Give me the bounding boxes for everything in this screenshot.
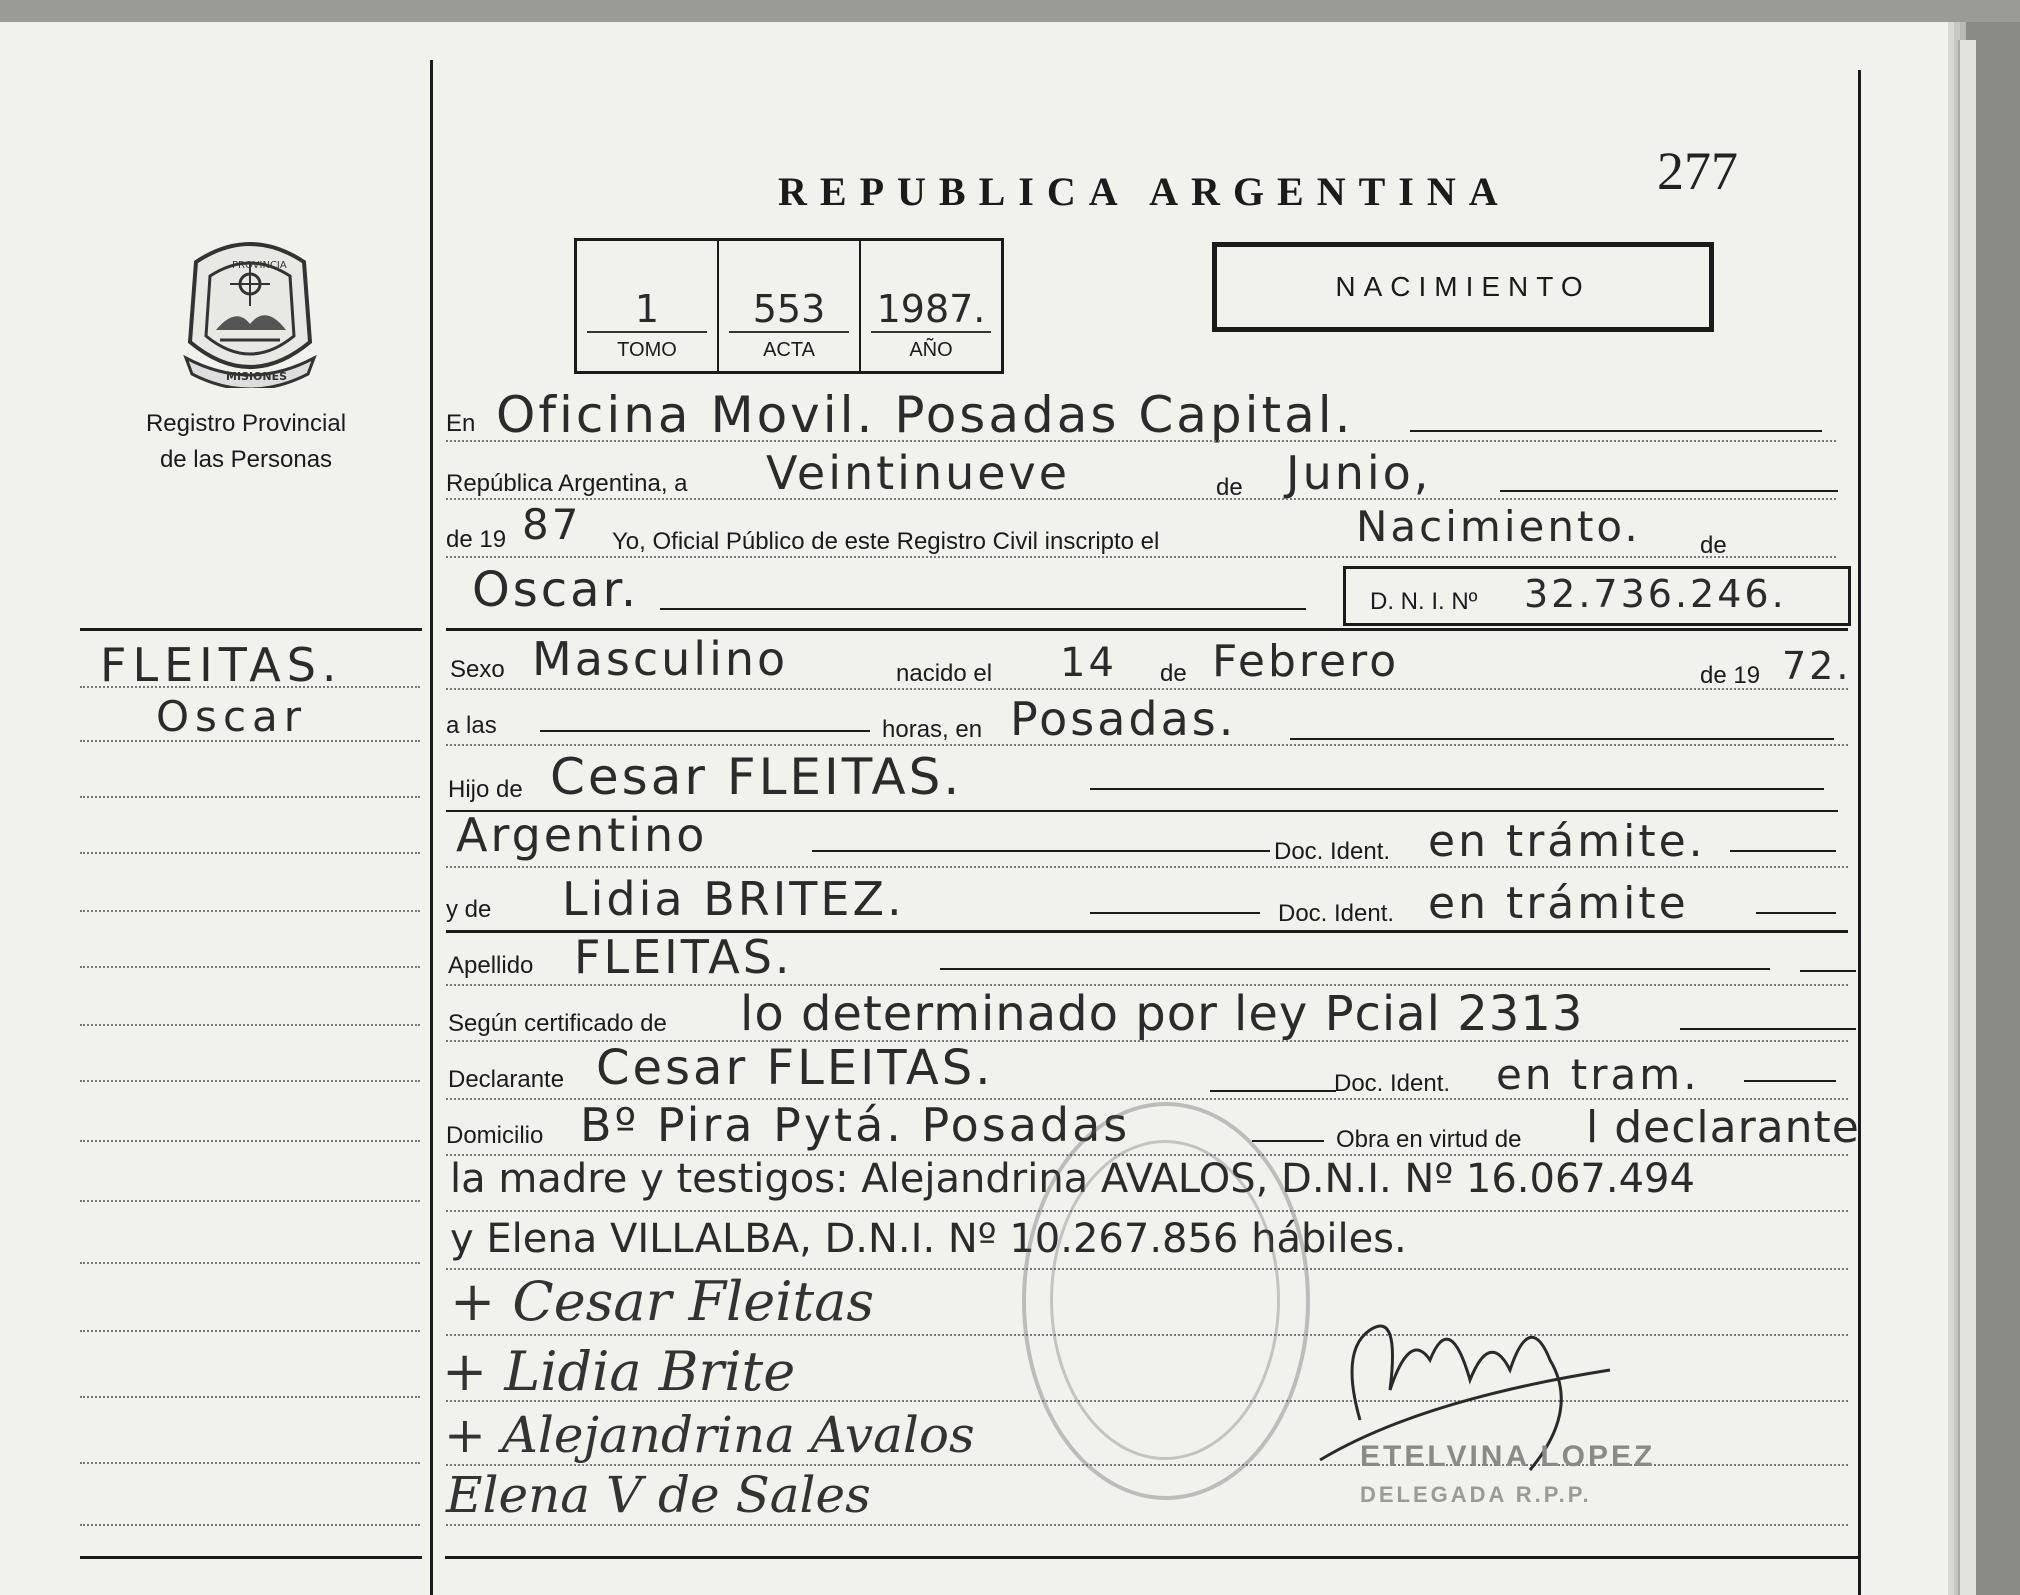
free-text-line-2: y Elena VILLALBA, D.N.I. Nº 10.267.856 hábiles. — [450, 1216, 1407, 1262]
tomo-cell — [577, 241, 719, 371]
row-line — [446, 556, 1836, 558]
fill-line — [1756, 912, 1836, 914]
father-doc-value: en trámite. — [1428, 816, 1706, 867]
de-label-2: de — [1700, 532, 1727, 559]
obra-value: l declarante — [1586, 1102, 1860, 1153]
fill-line — [1090, 788, 1824, 790]
registered-name-value: Oscar. — [472, 562, 640, 618]
row-line — [446, 866, 1848, 868]
segun-value: lo determinado por ley Pcial 2313 — [740, 986, 1584, 1042]
father-value: Cesar FLEITAS. — [550, 748, 963, 806]
sidebar-line — [80, 852, 420, 854]
column-divider — [430, 60, 433, 1595]
birth-month-value: Febrero — [1212, 636, 1400, 687]
sidebar-line — [80, 1262, 420, 1264]
background-top — [0, 0, 2020, 22]
fill-line — [940, 968, 1770, 970]
oficial-label: Yo, Oficial Público de este Registro Civil inscripto el — [612, 528, 1160, 555]
en-label: En — [446, 410, 476, 437]
acta-label: ACTA — [763, 339, 815, 361]
apellido-label: Apellido — [448, 952, 534, 979]
ano-cell — [861, 241, 1001, 371]
free-text-line-1: la madre y testigos: Alejandrina AVALOS, D.N.I. Nº 16.067.494 — [450, 1156, 1695, 1202]
birth-place-value: Posadas. — [1010, 692, 1237, 746]
sidebar-line — [80, 796, 420, 798]
father-nationality-value: Argentino — [456, 808, 708, 862]
sidebar-surname: FLEITAS. — [100, 638, 343, 692]
de19-label: de 19 — [446, 526, 507, 553]
official-role: DELEGADA R.P.P. — [1360, 1482, 1592, 1507]
segun-label: Según certificado de — [448, 1010, 667, 1037]
sidebar-line — [80, 1524, 420, 1526]
tomo-value: 1 — [587, 287, 707, 333]
acta-cell — [719, 241, 861, 371]
svg-text:PROVINCIA: PROVINCIA — [232, 260, 287, 271]
fill-line — [540, 730, 870, 732]
domicilio-label: Domicilio — [446, 1122, 544, 1149]
sidebar-line — [80, 1140, 420, 1142]
country-title: REPUBLICA ARGENTINA — [778, 169, 1511, 214]
sexo-label: Sexo — [450, 656, 505, 683]
dni-value: 32.736.246. — [1524, 572, 1787, 616]
de-label-3: de — [1160, 660, 1187, 687]
republica-label: República Argentina, a — [446, 470, 688, 497]
sidebar-line — [80, 1200, 420, 1202]
page-number: 277 — [1657, 141, 1738, 201]
page-edge — [1958, 40, 1976, 1595]
row-line — [446, 1524, 1848, 1526]
domicilio-value: Bº Pira Pytá. Posadas — [580, 1098, 1131, 1152]
fill-line — [1090, 912, 1260, 914]
signature-father: + Cesar Fleitas — [450, 1270, 875, 1333]
office-line-2: de las Personas — [159, 446, 333, 473]
fill-line — [1252, 1140, 1324, 1142]
sidebar-line — [80, 1080, 420, 1082]
fill-line — [1680, 1028, 1856, 1030]
office-line-1: Registro Provincial — [145, 410, 347, 437]
birth-year-value: 72. — [1782, 644, 1852, 688]
official-stamp-inner — [1050, 1140, 1280, 1460]
doc-label-3: Doc. Ident. — [1334, 1070, 1451, 1097]
official-name: ETELVINA LOPEZ — [1360, 1440, 1656, 1473]
record-reference-box — [574, 238, 1004, 374]
sidebar-line — [80, 1396, 420, 1398]
sidebar-given-name: Oscar — [156, 692, 308, 741]
office-location-value: Oficina Movil. Posadas Capital. — [496, 386, 1354, 444]
fill-line — [1290, 738, 1834, 740]
fill-line — [1500, 490, 1838, 492]
sidebar-bottom-rule — [80, 1556, 422, 1559]
birth-day-value: 14 — [1060, 640, 1117, 686]
inscribed-value: Nacimiento. — [1356, 502, 1641, 551]
de19-label-2: de 19 — [1700, 662, 1761, 689]
signature-mother: + Lidia Brite — [442, 1340, 796, 1403]
yde-label: y de — [446, 896, 492, 923]
hijo-label: Hijo de — [448, 776, 523, 803]
sexo-value: Masculino — [532, 632, 789, 686]
mother-value: Lidia BRITEZ. — [562, 872, 905, 926]
row-line — [446, 440, 1836, 442]
fill-line — [812, 850, 1270, 852]
sidebar-line — [80, 1462, 420, 1464]
sidebar-line — [80, 1330, 420, 1332]
signature-witness-1: + Alejandrina Avalos — [444, 1406, 975, 1464]
fill-line — [1210, 1090, 1336, 1092]
declarante-label: Declarante — [448, 1066, 565, 1093]
provincial-seal-icon — [176, 232, 324, 388]
month-value: Junio, — [1286, 446, 1432, 500]
signature-witness-2: Elena V de Sales — [446, 1466, 871, 1524]
fill-line — [660, 608, 1306, 610]
office-name — [96, 406, 396, 478]
sidebar-line — [80, 910, 420, 912]
year-value: 87 — [522, 500, 582, 549]
ano-label: AÑO — [909, 339, 953, 361]
right-border — [1858, 70, 1861, 1595]
ano-value: 1987. — [871, 287, 991, 333]
fill-line — [1730, 850, 1836, 852]
form-bottom-rule — [445, 1556, 1858, 1559]
svg-text:MISIONES: MISIONES — [226, 370, 288, 383]
horas-label: horas, en — [882, 716, 983, 743]
nacido-label: nacido el — [896, 660, 993, 687]
record-type-badge: NACIMIENTO — [1212, 242, 1714, 332]
doc-label: Doc. Ident. — [1274, 838, 1391, 865]
section-rule — [446, 628, 1848, 631]
day-value: Veintinueve — [766, 446, 1071, 500]
sidebar-rule — [80, 628, 422, 631]
doc-label-2: Doc. Ident. — [1278, 900, 1395, 927]
dni-label: D. N. I. Nº — [1370, 588, 1478, 615]
acta-value: 553 — [729, 287, 849, 333]
declarante-doc-value: en tram. — [1496, 1050, 1700, 1099]
alas-label: a las — [446, 712, 497, 739]
declarante-value: Cesar FLEITAS. — [596, 1040, 994, 1096]
tomo-label: TOMO — [617, 339, 677, 361]
sidebar-line — [80, 1024, 420, 1026]
mother-doc-value: en trámite — [1428, 878, 1689, 929]
obra-label: Obra en virtud de — [1336, 1126, 1522, 1153]
fill-line — [1410, 430, 1822, 432]
fill-line — [1800, 970, 1856, 972]
row-line — [446, 498, 1836, 500]
de-label: de — [1216, 474, 1243, 501]
row-line — [446, 744, 1848, 746]
apellido-value: FLEITAS. — [574, 930, 793, 984]
fill-line — [1744, 1080, 1836, 1082]
sidebar-line — [80, 966, 420, 968]
row-line — [446, 688, 1848, 690]
